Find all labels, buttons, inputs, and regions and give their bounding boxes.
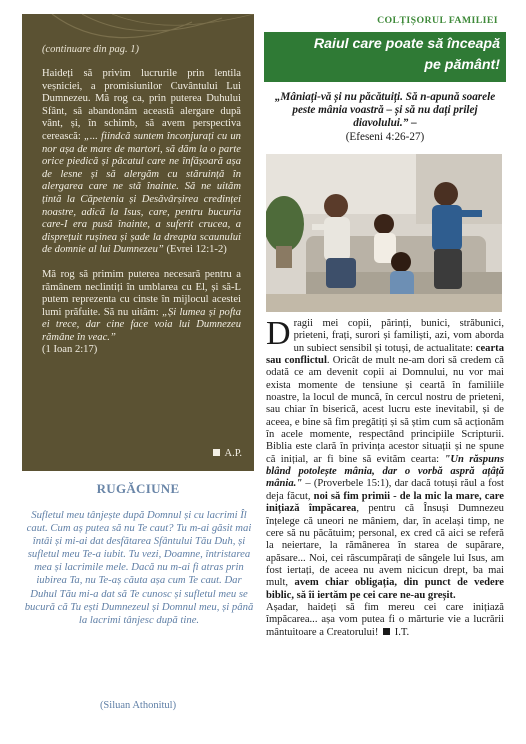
devotional-text bbox=[42, 68, 241, 369]
section-header bbox=[264, 14, 506, 82]
prayer-author: (Siluan Athonitul) bbox=[99, 700, 177, 711]
devotional-box bbox=[22, 14, 254, 471]
key-verse: „Mâniați-vă și nu păcătuiți. Să n-apună soarele peste mânia voastră – și să nu dați prilej diavolului.” – (Efeseni 4:26-27) bbox=[274, 91, 496, 143]
article-signature: I.T. bbox=[394, 626, 410, 638]
article-dropcap: D bbox=[266, 315, 291, 352]
article-paragraph-2: Așadar, haideți să fim mereu cei care inițiază împăcarea... așa vom putea fi o mărturie vie a lucrării mântuitoare a Creatorului! I.T. bbox=[266, 601, 504, 638]
article-body bbox=[266, 315, 504, 639]
devotional-paragraph-2: Mă rog să primim puterea necesară pentru a rămânem neclintiți în umblarea cu El, și să-L putem reprezenta cu cinste în mijlocul acestei lumi prăfuite. Să nu uităm: „Și lumea și pofta ei trece, dar cine face voia lui Dumnezeu rămâne în veac.” (1 Ioan 2:17) bbox=[42, 268, 241, 356]
devotional-paragraph-1: Haideți să privim lucrurile prin lentila veșniciei, a promisiunilor Cuvântului Lui Dumnezeu. Mă rog ca, prin puterea Duhului Sfânt, să abandonăm această alergare după vânt, și, în schimb, să avem perspectiva cerească: „... fiindcă suntem înconjurați cu un nor așa de mare de martori, să dăm la o parte orice piedică și păcatul care ne înfășoară așa de lesne și să alergăm cu stăruință în alergarea care ne stă înainte. Să ne uităm țintă la Căpetenia și Desăvârșirea credinței noastre, adică la Isus, care, pentru bucuria care-I era pusă înainte, a suferit crucea, a disprețuit rușinea și șade la dreapta scaunului de domnie al lui Dumnezeu” (Evrei 12:1-2) bbox=[42, 68, 241, 256]
continuation-note: (continuare din pag. 1) bbox=[42, 44, 140, 55]
article-paragraph-1: Dragii mei copii, părinți, bunici, străbunici, prieteni, frați, surori și familiști, azi, vom aborda un subiect sensibil și totuși, de actualitate: cearta sau conflictul. Oricât de mult ne-am dori să credem că odată ce am devenit copii ai Domnului, nu vor mai exista momente de tensiune și ceartă în familiile noastre, la locul de muncă, în cercul nostru de prieteni, sau chiar în biserică, acest lucru este inevitabil, și de aceea, e bine să fim pregătiți și să știm cum să acționăm în acele momente, respectând principiile Scripturii. Biblia este clară în privința acestor situații și ne spune că inițial, ar fi bine să evităm cearta: "Un răspuns blând potolește mânia, dar o vorbă aspră ațâță mânia." – (Proverbele 15:1), dar dacă totuși răul a fost deja făcut, noi să fim primii - de la mic la mare, care inițiază împăcarea, pentru că Însuși Dumnezeu înțelege că uneori ne mâniem, dar, în același timp, ne cere să nu păcătuim; personal, ex cred că aici se referă la neiertare, la rămânerea în starea de supărare, apăsare... Noi, cei răscumpărați de sângele lui Isus, am fost iertați, de aceea nu avem nicicun drept, ba mai mult, avem chiar obligația, din punct de vedere biblic, să îi iertăm pe cei care ne-au greșit. bbox=[266, 315, 504, 601]
article-title-box bbox=[264, 32, 506, 82]
article-title-line-2: pe pământ! bbox=[424, 57, 500, 73]
key-verse-reference: (Efeseni 4:26-27) bbox=[345, 130, 425, 143]
family-conflict-photo bbox=[266, 154, 502, 312]
section-kicker: COLȚIȘORUL FAMILIEI bbox=[264, 14, 506, 30]
prayer-text: Sufletul meu tânjește după Domnul și cu lacrimi Îl caut. Cum aș putea să nu Te caut? Tu m-ai găsit mai întâi și mi-ai dat desfătarea Sfântului Tău Duh, și sufletul meu Te-a iubit. Tu vezi, Doamne, întristarea mea și lacrimile mele. Dacă nu m-ai fi atras prin iubirea Ta, nu Te-aș căuta așa cum Te caut. Dar Duhul Tău mi-a dat să Te cunosc și sufletul meu se bucură că Tu ești Dumnezeul și Domnul meu, și până la lacrimi tânjesc după tine. bbox=[24, 509, 254, 626]
prayer-title: RUGĂCIUNE bbox=[96, 481, 180, 496]
end-square-icon bbox=[383, 628, 390, 635]
end-square-icon bbox=[213, 449, 220, 456]
article-title-line-1: Raiul care poate să înceapă bbox=[313, 36, 500, 52]
devotional-signature: A.P. bbox=[213, 448, 242, 459]
